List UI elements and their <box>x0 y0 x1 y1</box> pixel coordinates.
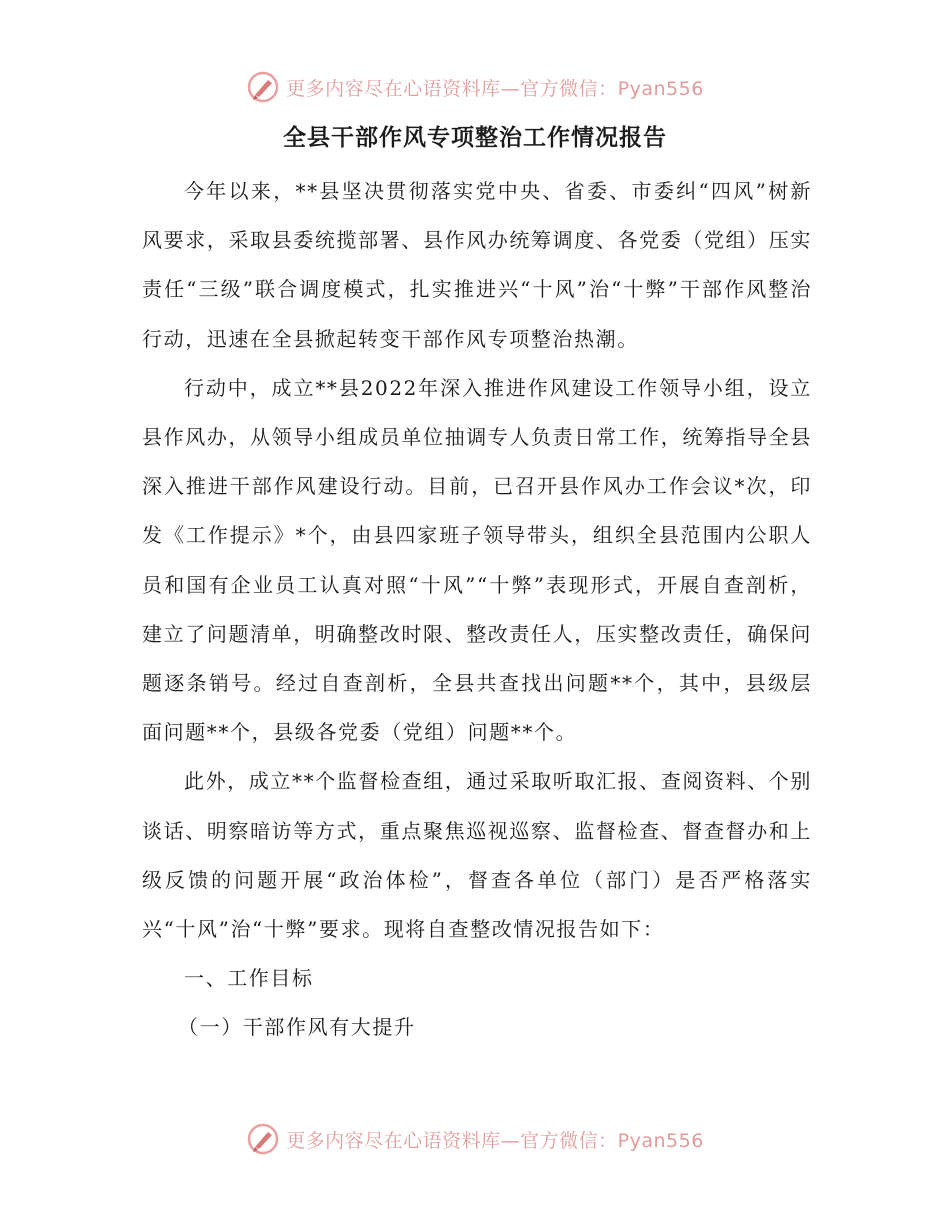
paragraph: 此外，成立**个监督检查组，通过采取听取汇报、查阅资料、个别谈话、明察暗访等方式，重点聚焦巡视巡察、监督检查、督查督办和上级反馈的问题开展“政治体检”，督查各单位（部门）是否严格落实兴“十风”治“十弊”要求。现将自查整改情况报告如下： <box>142 769 812 942</box>
paragraph: 行动中，成立**县2022年深入推进作风建设工作领导小组，设立县作风办，从领导小组成员单位抽调专人负责日常工作，统筹指导全县深入推进干部作风建设行动。目前，已召开县作风办工作会议*次，印发《工作提示》*个，由县四家班子领导带头，组织全县范围内公职人员和国有企业员工认真对照“十风”“十弊”表现形式，开展自查剖析，建立了问题清单，明确整改时限、整改责任人，压实整改责任，确保问题逐条销号。经过自查剖析，全县共查找出问题**个，其中，县级层面问题**个，县级各党委（党组）问题**个。 <box>142 375 812 745</box>
watermark-header <box>0 70 950 104</box>
section-heading: 一、工作目标 <box>184 966 314 991</box>
pen-logo-icon <box>246 1122 280 1156</box>
watermark-footer <box>0 1122 950 1156</box>
pen-logo-icon <box>246 70 280 104</box>
document-body <box>142 167 812 1053</box>
watermark-text: 更多内容尽在心语资料库—官方微信：Pyan556 <box>286 1129 704 1152</box>
document-title: 全县干部作风专项整治工作情况报告 <box>283 125 667 151</box>
sub-heading: （一）干部作风有大提升 <box>178 1015 416 1040</box>
watermark-text: 更多内容尽在心语资料库—官方微信：Pyan556 <box>286 77 704 100</box>
paragraph: 今年以来，**县坚决贯彻落实党中央、省委、市委纠“四风”树新风要求，采取县委统揽部署、县作风办统筹调度、各党委（党组）压实责任“三级”联合调度模式，扎实推进兴“十风”治“十弊”干部作风整治行动，迅速在全县掀起转变干部作风专项整治热潮。 <box>142 179 812 351</box>
